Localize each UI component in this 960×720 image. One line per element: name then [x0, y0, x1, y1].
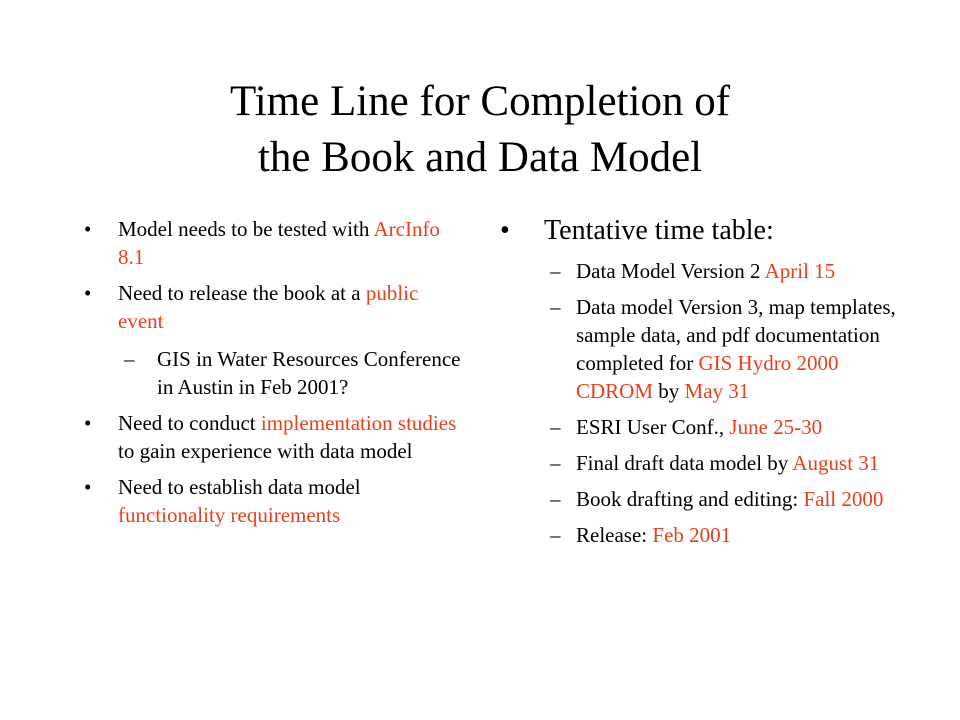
right-column	[500, 213, 910, 557]
bullet-text: Need to conduct	[118, 411, 261, 435]
timetable-item-1	[500, 257, 910, 285]
bullet-icon: •	[84, 475, 92, 499]
bullet-highlight: functionality requirements	[118, 503, 341, 527]
item-text: Release:	[576, 523, 653, 547]
bullet-text: Need to release the book at a	[118, 281, 366, 305]
dash-icon: –	[124, 347, 135, 371]
left-bullet-3	[84, 409, 464, 465]
bullet-text-after: to gain experience with data model	[118, 439, 413, 463]
bullet-text: Need to establish data model	[118, 475, 361, 499]
timetable-item-2	[500, 293, 910, 405]
bullet-highlight: implementation studies	[260, 411, 457, 435]
left-bullet-1	[84, 215, 464, 271]
left-bullet-4	[84, 473, 464, 529]
left-bullet-2	[84, 279, 464, 335]
left-subbullet	[84, 345, 464, 401]
item-highlight: Fall 2000	[803, 487, 884, 511]
item-highlight: April 15	[764, 259, 836, 283]
timetable-item-6	[500, 521, 910, 549]
item-text-after: by	[653, 379, 685, 403]
dash-icon: –	[550, 259, 561, 283]
timetable-heading	[500, 213, 910, 249]
title-line-1: Time Line for Completion of	[229, 78, 731, 125]
item-highlight: Feb 2001	[652, 523, 732, 547]
heading-text: Tentative time table:	[544, 215, 774, 246]
bullet-icon: •	[84, 217, 92, 241]
bullet-icon: •	[84, 281, 92, 305]
item-text: Data Model Version 2	[576, 259, 765, 283]
title-line-2: the Book and Data Model	[257, 134, 703, 181]
item-highlight-2: May 31	[684, 379, 750, 403]
left-column	[84, 215, 464, 537]
slide-title	[80, 74, 880, 186]
bullet-text: Model needs to be tested with	[118, 217, 374, 241]
item-highlight: June 25-30	[729, 415, 823, 439]
dash-icon: –	[550, 415, 561, 439]
bullet-icon: •	[500, 215, 510, 246]
dash-icon: –	[550, 295, 561, 319]
timetable-item-4	[500, 449, 910, 477]
bullet-highlight: public event	[118, 281, 419, 333]
item-highlight: August 31	[792, 451, 880, 475]
item-highlight: GIS Hydro 2000 CDROM	[576, 351, 839, 403]
item-text: Book drafting and editing:	[576, 487, 804, 511]
dash-icon: –	[550, 487, 561, 511]
bullet-icon: •	[84, 411, 92, 435]
timetable-item-3	[500, 413, 910, 441]
item-text: Final draft data model by	[576, 451, 793, 475]
timetable-item-5	[500, 485, 910, 513]
bullet-highlight: ArcInfo 8.1	[118, 217, 440, 269]
dash-icon: –	[550, 451, 561, 475]
item-text: ESRI User Conf.,	[576, 415, 730, 439]
dash-icon: –	[550, 523, 561, 547]
item-text: Data model Version 3, map templates, sample data, and pdf documentation completed for	[576, 295, 896, 375]
subbullet-text: GIS in Water Resources Conference in Austin in Feb 2001?	[157, 347, 461, 399]
